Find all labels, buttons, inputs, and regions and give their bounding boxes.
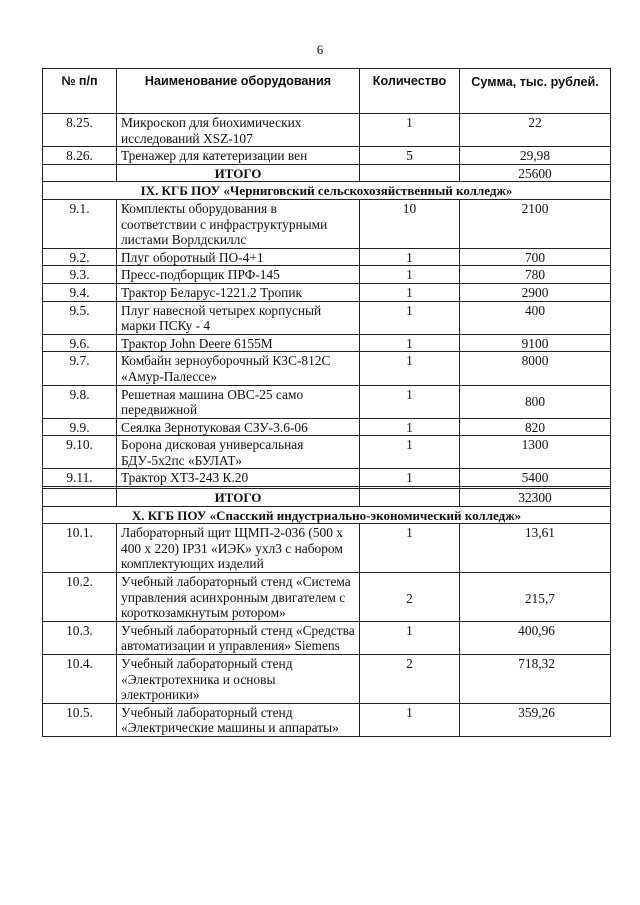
header-num: № п/п bbox=[43, 69, 117, 114]
section-header bbox=[43, 506, 611, 524]
row-qty: 1 bbox=[360, 524, 460, 573]
header-name: Наименование оборудования bbox=[117, 69, 360, 114]
row-qty: 1 bbox=[360, 621, 460, 654]
row-num: 10.2. bbox=[43, 573, 117, 622]
row-num: 10.1. bbox=[43, 524, 117, 573]
table-row bbox=[43, 334, 611, 352]
row-num: 10.5. bbox=[43, 703, 117, 736]
total-sum: 25600 bbox=[460, 164, 611, 182]
table-row bbox=[43, 655, 611, 704]
row-sum: 718,32 bbox=[460, 655, 611, 704]
row-num: 9.5. bbox=[43, 301, 117, 334]
row-num: 9.2. bbox=[43, 248, 117, 266]
row-name: Трактор ХТЗ-243 К.20 bbox=[117, 469, 360, 487]
row-qty: 1 bbox=[360, 301, 460, 334]
row-num: 10.4. bbox=[43, 655, 117, 704]
row-qty: 2 bbox=[360, 573, 460, 622]
row-name: Комбайн зерноуборочный КЗС-812С «Амур-Палессе» bbox=[117, 352, 360, 385]
row-num: 10.3. bbox=[43, 621, 117, 654]
row-qty: 10 bbox=[360, 199, 460, 248]
table-row bbox=[43, 199, 611, 248]
row-qty: 1 bbox=[360, 703, 460, 736]
table-row bbox=[43, 573, 611, 622]
row-qty: 1 bbox=[360, 283, 460, 301]
row-sum: 820 bbox=[460, 418, 611, 436]
total-empty bbox=[43, 489, 117, 507]
row-qty: 1 bbox=[360, 114, 460, 147]
row-sum: 780 bbox=[460, 266, 611, 284]
total-label: ИТОГО bbox=[117, 489, 360, 507]
table-row bbox=[43, 385, 611, 418]
total-empty bbox=[360, 164, 460, 182]
row-name: Трактор Беларус-1221.2 Тропик bbox=[117, 283, 360, 301]
row-name: Трактор John Deere 6155M bbox=[117, 334, 360, 352]
row-sum: 215,7 bbox=[460, 573, 611, 622]
row-name: Пресс-подборщик ПРФ-145 bbox=[117, 266, 360, 284]
table-row bbox=[43, 621, 611, 654]
row-num: 9.10. bbox=[43, 436, 117, 469]
total-row bbox=[43, 489, 611, 507]
row-qty: 5 bbox=[360, 147, 460, 165]
row-sum: 800 bbox=[460, 385, 611, 418]
table-row bbox=[43, 352, 611, 385]
table-row bbox=[43, 114, 611, 147]
row-num: 8.25. bbox=[43, 114, 117, 147]
row-name: Учебный лабораторный стенд «Электротехника и основы электроники» bbox=[117, 655, 360, 704]
row-name: Лабораторный щит ЩМП-2-036 (500 х 400 х 220) IP31 «ИЭК» ухл3 с набором комплектующих изделий bbox=[117, 524, 360, 573]
header-qty: Количество bbox=[360, 69, 460, 114]
row-qty: 1 bbox=[360, 385, 460, 418]
row-name: Учебный лабораторный стенд «Электрические машины и аппараты» bbox=[117, 703, 360, 736]
row-sum: 700 bbox=[460, 248, 611, 266]
row-qty: 1 bbox=[360, 436, 460, 469]
row-num: 9.11. bbox=[43, 469, 117, 487]
row-qty: 1 bbox=[360, 248, 460, 266]
row-qty: 1 bbox=[360, 418, 460, 436]
table-row bbox=[43, 436, 611, 469]
row-num: 9.9. bbox=[43, 418, 117, 436]
section-title: IX. КГБ ПОУ «Черниговский сельскохозяйственный колледж» bbox=[43, 182, 611, 200]
section-header bbox=[43, 182, 611, 200]
row-num: 9.1. bbox=[43, 199, 117, 248]
row-name: Комплекты оборудования в соответствии с инфраструктурными листами Ворлдскиллс bbox=[117, 199, 360, 248]
row-num: 9.7. bbox=[43, 352, 117, 385]
row-num: 9.8. bbox=[43, 385, 117, 418]
table-row bbox=[43, 469, 611, 487]
section-title: X. КГБ ПОУ «Спасский индустриально-экономический колледж» bbox=[43, 506, 611, 524]
row-sum: 5400 bbox=[460, 469, 611, 487]
total-label: ИТОГО bbox=[117, 164, 360, 182]
row-qty: 1 bbox=[360, 352, 460, 385]
row-sum: 359,26 bbox=[460, 703, 611, 736]
table-row bbox=[43, 283, 611, 301]
table-row bbox=[43, 418, 611, 436]
header-sum: Сумма, тыс. рублей. bbox=[460, 69, 611, 114]
table-row bbox=[43, 266, 611, 284]
table-row bbox=[43, 147, 611, 165]
table-row bbox=[43, 524, 611, 573]
row-name: Микроскоп для биохимических исследований XSZ-107 bbox=[117, 114, 360, 147]
row-sum: 2900 bbox=[460, 283, 611, 301]
row-sum: 8000 bbox=[460, 352, 611, 385]
equipment-table bbox=[42, 68, 611, 737]
total-sum: 32300 bbox=[460, 489, 611, 507]
row-num: 9.4. bbox=[43, 283, 117, 301]
row-sum: 400,96 bbox=[460, 621, 611, 654]
row-sum: 29,98 bbox=[460, 147, 611, 165]
row-sum: 1300 bbox=[460, 436, 611, 469]
row-qty: 1 bbox=[360, 334, 460, 352]
row-name: Борона дисковая универсальная БДУ-5х2пс «БУЛАТ» bbox=[117, 436, 360, 469]
row-qty: 2 bbox=[360, 655, 460, 704]
page-number: 6 bbox=[316, 42, 324, 57]
table-row bbox=[43, 703, 611, 736]
row-num: 8.26. bbox=[43, 147, 117, 165]
row-qty: 1 bbox=[360, 266, 460, 284]
row-name: Тренажер для катетеризации вен bbox=[117, 147, 360, 165]
row-sum: 13,61 bbox=[460, 524, 611, 573]
row-name: Решетная машина ОВС-25 само передвижной bbox=[117, 385, 360, 418]
row-num: 9.6. bbox=[43, 334, 117, 352]
row-qty: 1 bbox=[360, 469, 460, 487]
row-sum: 22 bbox=[460, 114, 611, 147]
row-name: Учебный лабораторный стенд «Средства автоматизации и управления» Siemens bbox=[117, 621, 360, 654]
row-sum: 400 bbox=[460, 301, 611, 334]
row-sum: 2100 bbox=[460, 199, 611, 248]
table-row bbox=[43, 248, 611, 266]
row-name: Учебный лабораторный стенд «Система управления асинхронным двигателем с короткозамкнутым ротором» bbox=[117, 573, 360, 622]
row-name: Плуг оборотный ПО-4+1 bbox=[117, 248, 360, 266]
total-empty bbox=[43, 164, 117, 182]
row-name: Плуг навесной четырех корпусный марки ПСКу - 4 bbox=[117, 301, 360, 334]
table-row bbox=[43, 301, 611, 334]
total-empty bbox=[360, 489, 460, 507]
total-row bbox=[43, 164, 611, 182]
row-name: Сеялка Зернотуковая СЗУ-3.6-06 bbox=[117, 418, 360, 436]
row-sum: 9100 bbox=[460, 334, 611, 352]
row-num: 9.3. bbox=[43, 266, 117, 284]
